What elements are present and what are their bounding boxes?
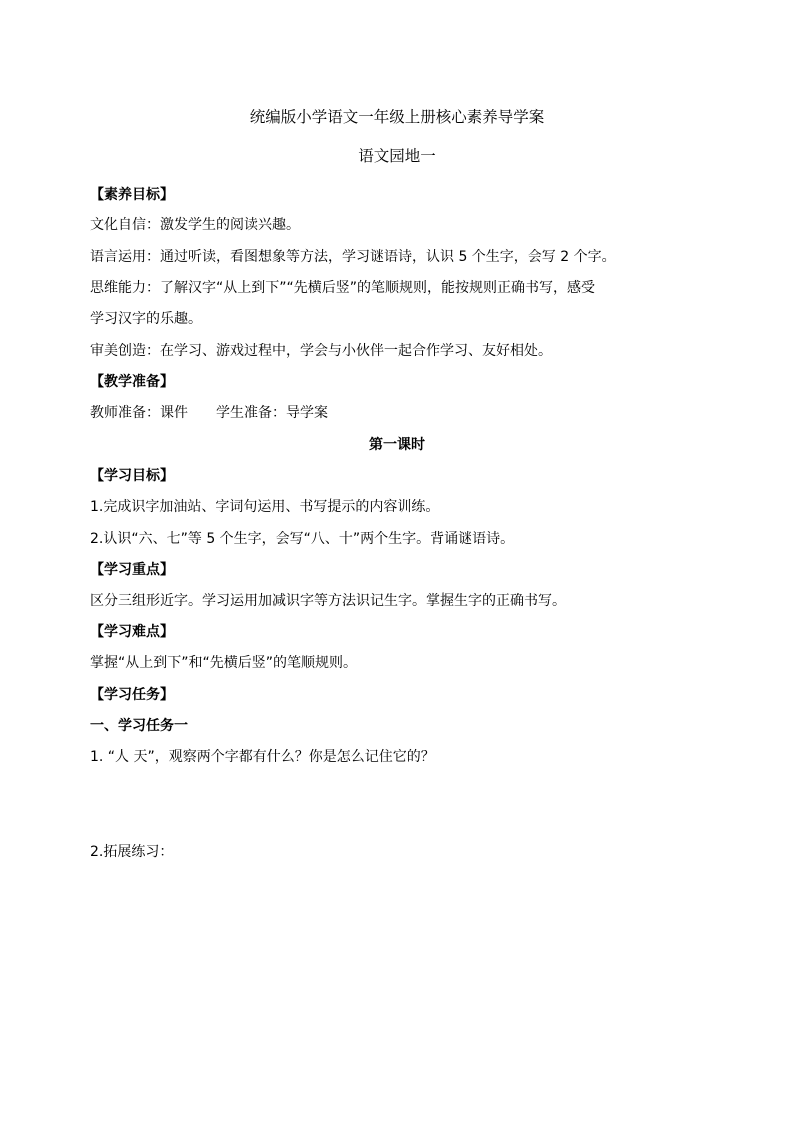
difficulty-text: 掌握“从上到下”和“先横后竖”的笔顺规则。 <box>90 655 358 671</box>
literacy-item: 文化自信：激发学生的阅读兴趣。 <box>90 217 300 233</box>
literacy-item: 学习汉字的乐趣。 <box>90 311 202 327</box>
document-title: 统编版小学语文一年级上册核心素养导学案 <box>249 108 545 126</box>
goals-heading: 【学习目标】 <box>90 468 174 484</box>
task1-question-1: 1. “人 天”，观察两个字都有什么？你是怎么记住它的？ <box>90 749 435 765</box>
prep-heading: 【教学准备】 <box>90 374 174 390</box>
prep-teacher: 教师准备：课件 <box>90 405 188 421</box>
difficulty-heading: 【学习难点】 <box>90 624 174 640</box>
goal-item: 2.认识“六、七”等 5 个生字，会写“八、十”两个生字。背诵谜语诗。 <box>90 531 515 547</box>
lesson-title: 第一课时 <box>369 437 425 453</box>
task-heading: 【学习任务】 <box>90 687 174 703</box>
goal-item: 1.完成识字加油站、字词句运用、书写提示的内容训练。 <box>90 499 440 515</box>
task1-question-2: 2.拓展练习： <box>90 844 174 860</box>
task1-heading: 一、学习任务一 <box>90 718 188 734</box>
prep-student: 学生准备：导学案 <box>216 405 328 421</box>
document-subtitle: 语文园地一 <box>358 147 436 165</box>
literacy-heading: 【素养目标】 <box>90 187 174 203</box>
key-text: 区分三组形近字。学习运用加减识字等方法识记生字。掌握生字的正确书写。 <box>90 593 566 609</box>
literacy-item: 思维能力：了解汉字“从上到下”“先横后竖”的笔顺规则，能按规则正确书写，感受 <box>90 280 596 296</box>
literacy-item: 审美创造：在学习、游戏过程中，学会与小伙伴一起合作学习、友好相处。 <box>90 343 552 359</box>
literacy-item: 语言运用：通过听读，看图想象等方法，学习谜语诗，认识 5 个生字，会写 2 个字。 <box>90 249 616 265</box>
prep-line <box>90 403 704 423</box>
key-heading: 【学习重点】 <box>90 562 174 578</box>
